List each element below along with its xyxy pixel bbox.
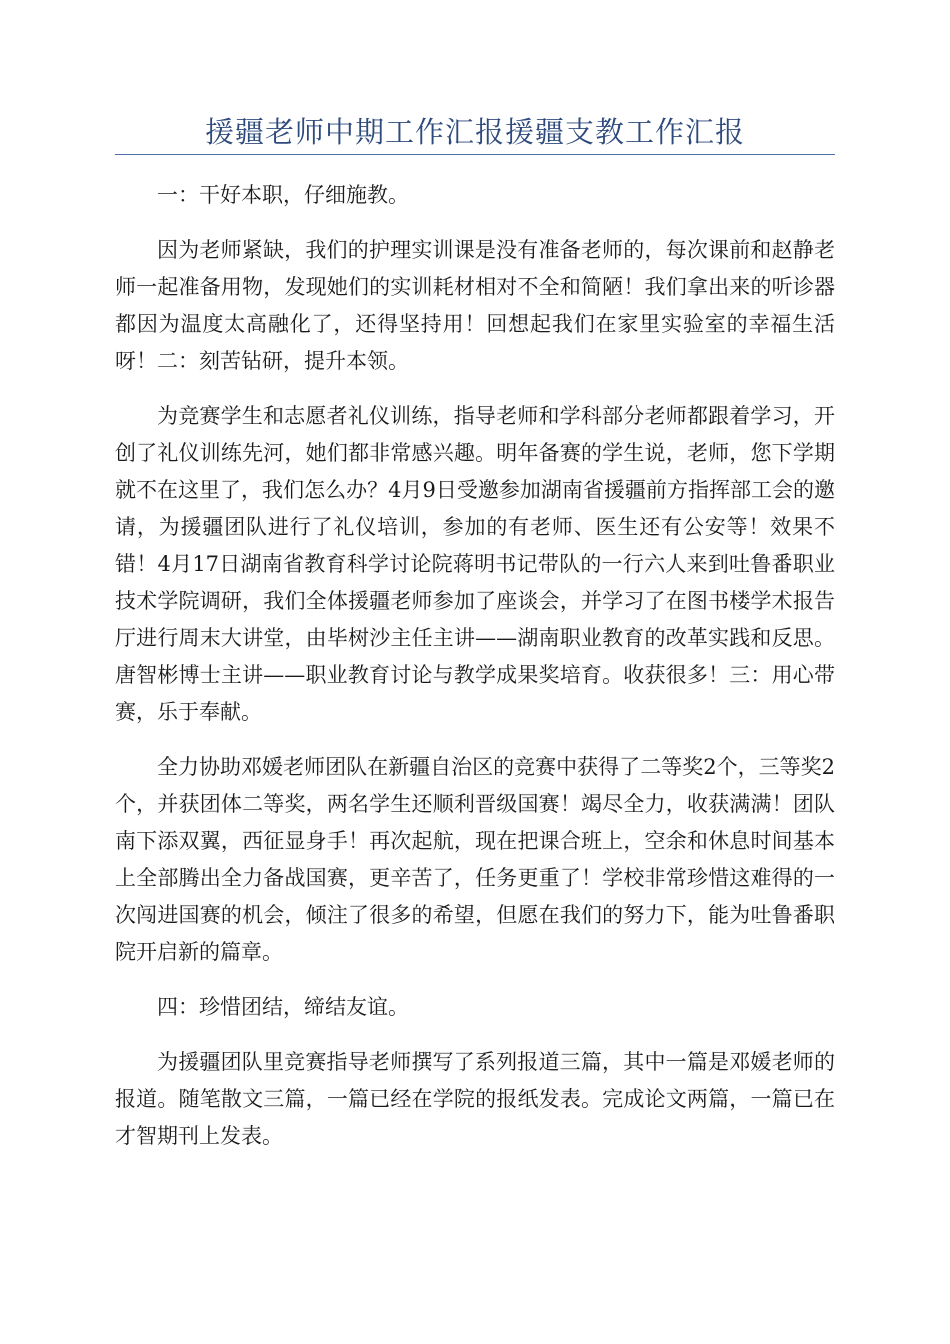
paragraph-etiquette-training: 为竞赛学生和志愿者礼仪训练，指导老师和学科部分老师都跟着学习，开创了礼仪训练先河，她们都非常感兴趣。明年备赛的学生说，老师，您下学期就不在这里了，我们怎么办？4月9日受邀参加湖南省援疆前方指挥部工会的邀请，为援疆团队进行了礼仪培训，参加的有老师、医生还有公安等！效果不错！4月17日湖南省教育科学讨论院蒋明书记带队的一行六人来到吐鲁番职业技术学院调研，我们全体援疆老师参加了座谈会，并学习了在图书楼学术报告厅进行周末大讲堂，由毕树沙主任主讲——湖南职业教育的改革实践和反思。唐智彬博士主讲——职业教育讨论与教学成果奖培育。收获很多！三：用心带赛，乐于奉献。 [115,404,835,724]
document-title: 援疆老师中期工作汇报援疆支教工作汇报 [204,115,745,149]
document-body [115,177,835,1155]
paragraph-section-one-heading: 一：干好本职，仔细施教。 [157,183,409,207]
paragraph-teaching: 因为老师紧缺，我们的护理实训课是没有准备老师的，每次课前和赵静老师一起准备用物，发现她们的实训耗材相对不全和简陋！我们拿出来的听诊器都因为温度太高融化了，还得坚持用！回想起我们在家里实验室的幸福生活呀！二：刻苦钻研，提升本领。 [115,238,835,373]
paragraph-publications: 为援疆团队里竞赛指导老师撰写了系列报道三篇，其中一篇是邓媛老师的报道。随笔散文三篇，一篇已经在学院的报纸发表。完成论文两篇，一篇已在才智期刊上发表。 [115,1050,835,1148]
paragraph-section-four-heading: 四：珍惜团结，缔结友谊。 [157,995,409,1019]
paragraph-competition: 全力协助邓媛老师团队在新疆自治区的竞赛中获得了二等奖2个，三等奖2个，并获团体二等奖，两名学生还顺利晋级国赛！竭尽全力，收获满满！团队南下添双翼，西征显身手！再次起航，现在把课合班上，空余和休息时间基本上全部腾出全力备战国赛，更辛苦了，任务更重了！学校非常珍惜这难得的一次闯进国赛的机会，倾注了很多的希望，但愿在我们的努力下，能为吐鲁番职院开启新的篇章。 [115,755,835,964]
title-underline [115,154,835,155]
